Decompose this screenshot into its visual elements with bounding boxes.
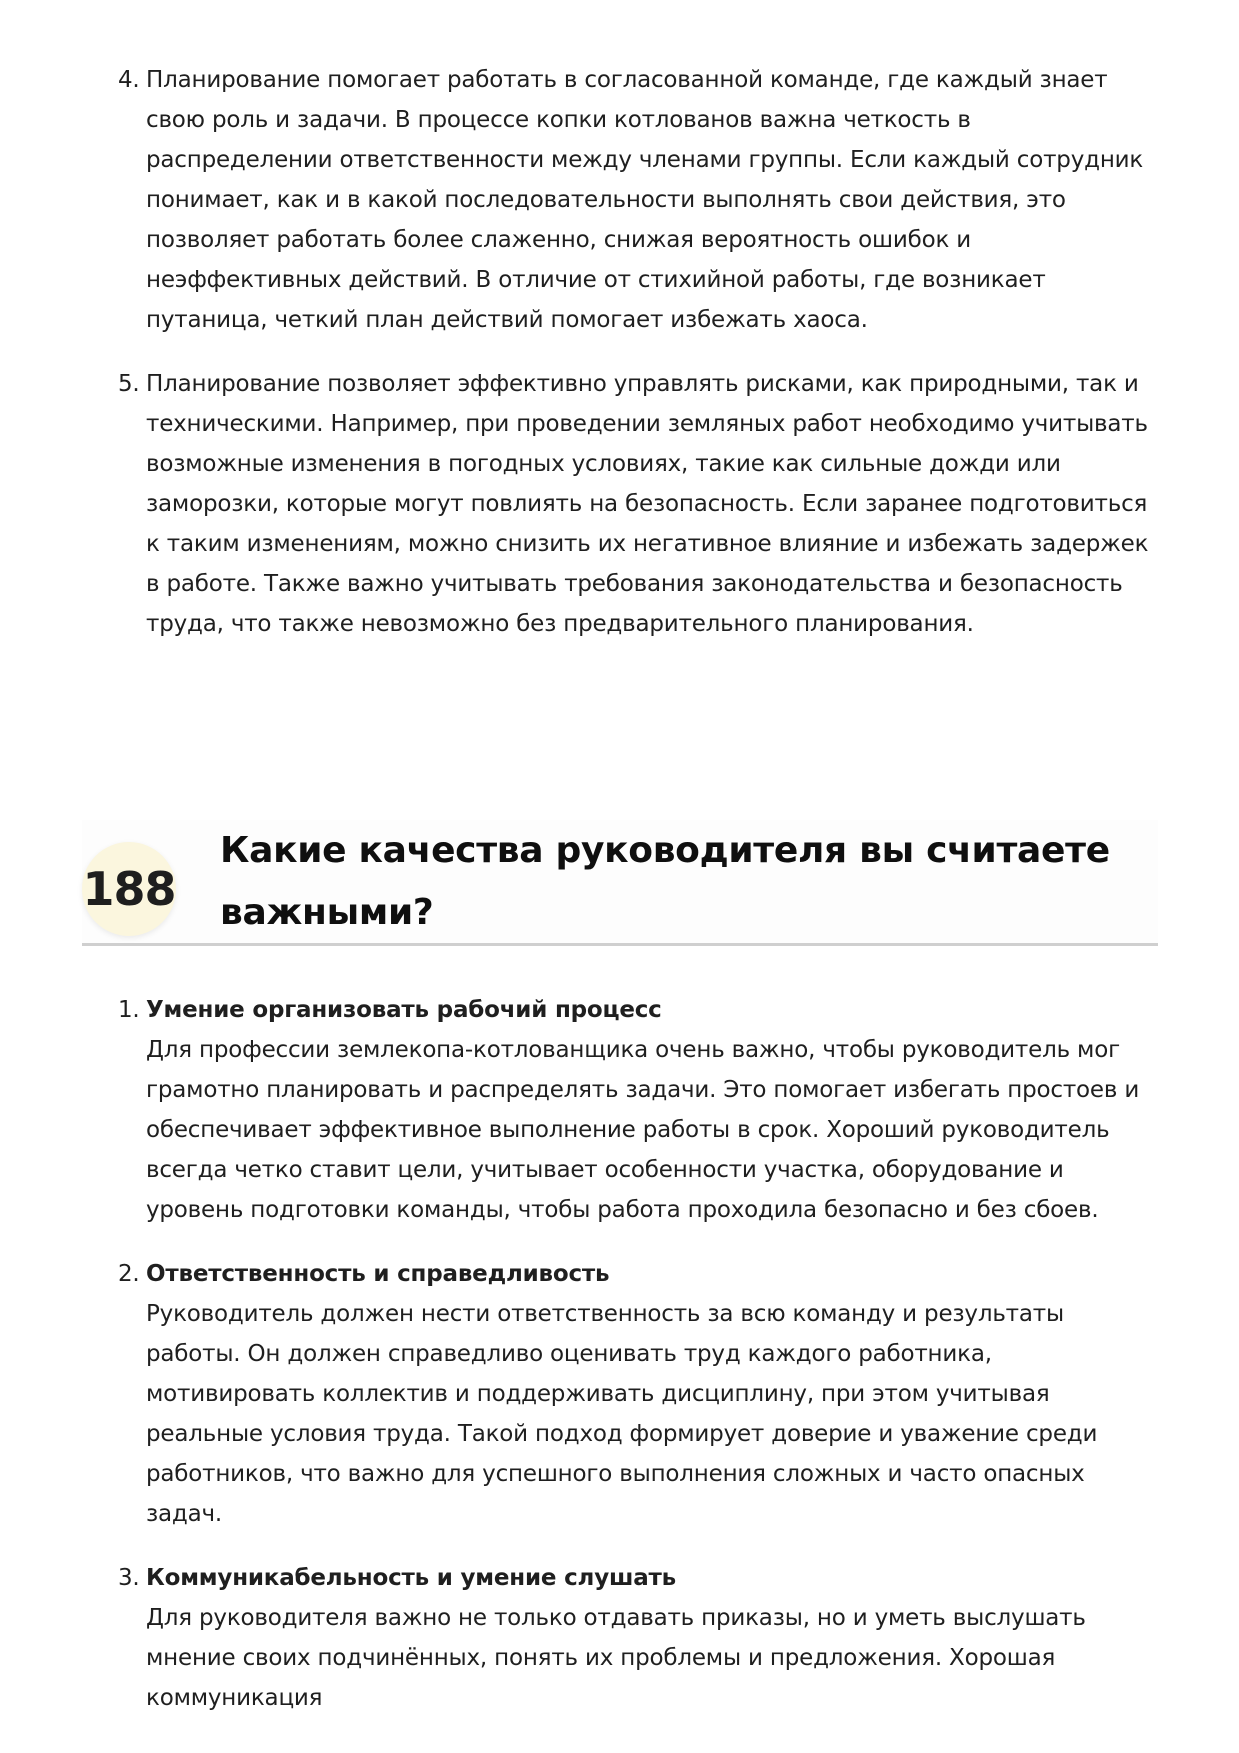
list-item [118,1558,1158,1718]
list-item-number: 2. [118,1261,140,1287]
list-item-title: Ответственность и справедливость [146,1261,610,1287]
question-number-badge: 188 [82,842,176,936]
list-item-number: 3. [118,1565,140,1591]
list-item-text: Руководитель должен нести ответственность за всю команду и результаты работы. Он должен справедливо оценивать труд каждого работника, мотивировать коллектив и поддерживать дисциплину, при этом учитывая реальные условия труда. Такой подход формирует доверие и уважение среди работников, что важно для успешного выполнения сложных и часто опасных задач. [146,1301,1098,1527]
answer-list [118,990,1158,1742]
list-item [118,60,1158,340]
list-item [118,1254,1158,1534]
list-item-number: 4. [118,67,140,93]
list-item-number: 1. [118,997,140,1023]
question-header [82,820,1158,946]
list-item-title: Коммуникабельность и умение слушать [146,1565,677,1591]
list-item-text: Для руководителя важно не только отдавать приказы, но и уметь выслушать мнение своих подчинённых, понять их проблемы и предложения. Хорошая коммуникация [146,1605,1086,1711]
list-item-number: 5. [118,371,140,397]
answer-list-previous [118,60,1158,668]
list-item-text: Планирование помогает работать в согласованной команде, где каждый знает свою роль и задачи. В процессе копки котлованов важна четкость в распределении ответственности между членами группы. Если каждый сотрудник понимает, как и в какой последовательности выполнять свои действия, это позволяет работать более слаженно, снижая вероятность ошибок и неэффективных действий. В отличие от стихийной работы, где возникает путаница, четкий план действий помогает избежать хаоса. [146,67,1144,333]
list-item-text: Для профессии землекопа-котлованщика очень важно, чтобы руководитель мог грамотно планировать и распределять задачи. Это помогает избегать простоев и обеспечивает эффективное выполнение работы в срок. Хороший руководитель всегда четко ставит цели, учитывает особенности участка, оборудование и уровень подготовки команды, чтобы работа проходила безопасно и без сбоев. [146,1037,1140,1223]
list-item [118,990,1158,1230]
list-item-title: Умение организовать рабочий процесс [146,997,662,1023]
list-item [118,364,1158,644]
question-title: Какие качества руководителя вы считаете важными? [220,830,1110,933]
list-item-text: Планирование позволяет эффективно управлять рисками, как природными, так и техническими. Например, при проведении земляных работ необходимо учитывать возможные изменения в погодных условиях, такие как сильные дожди или заморозки, которые могут повлиять на безопасность. Если заранее подготовиться к таким изменениям, можно снизить их негативное влияние и избежать задержек в работе. Также важно учитывать требования законодательства и безопасность труда, что также невозможно без предварительного планирования. [146,371,1149,637]
